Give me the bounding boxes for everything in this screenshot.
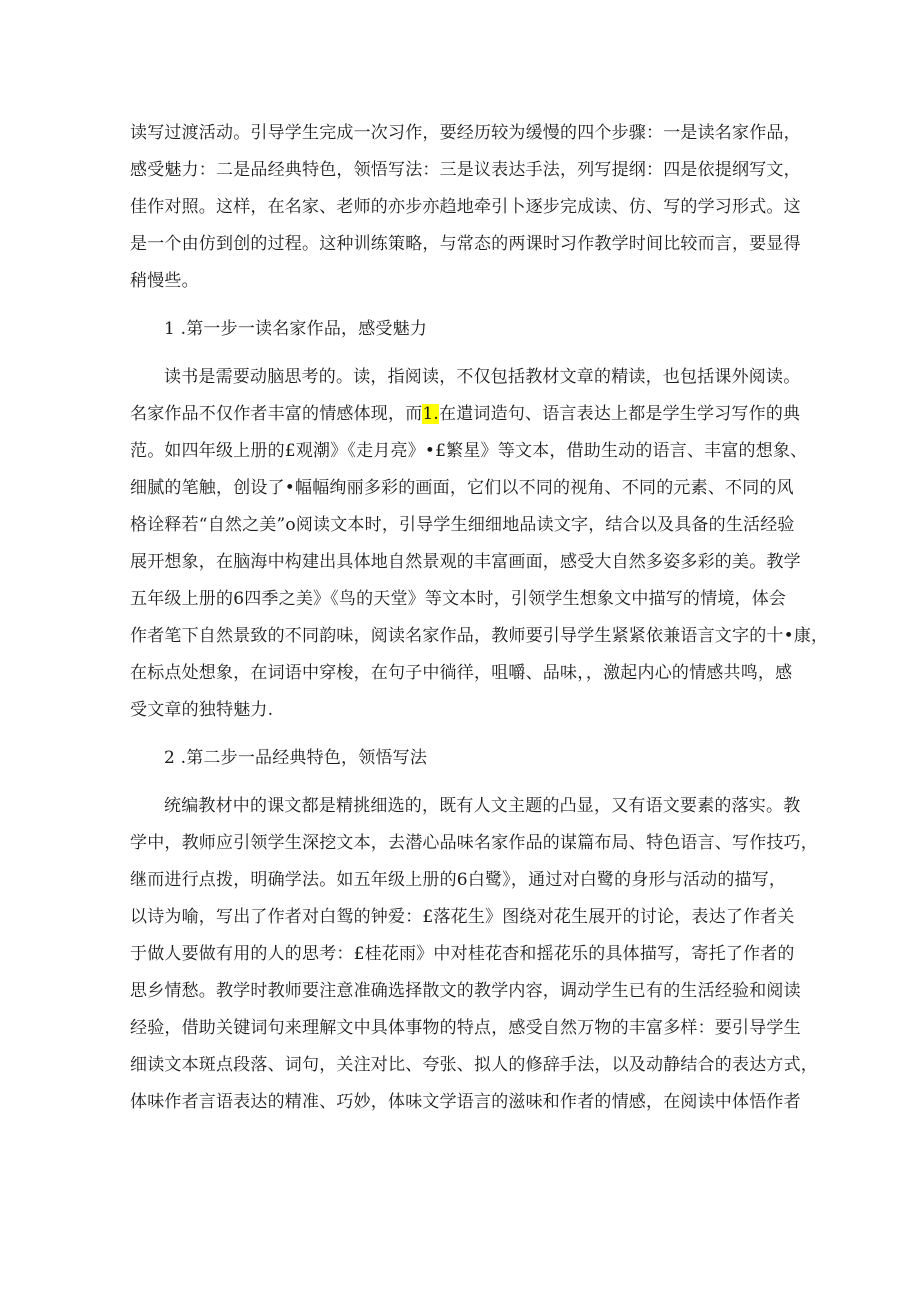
line-text-before-highlight: 名家作品不仅作者丰富的情感体现，而 (130, 404, 423, 424)
paragraph-line (130, 403, 800, 425)
paragraph-line: 佳作对照。这样，在名家、老师的亦步亦趋地牵引卜逐步完成读、仿、写的学习形式。这 (130, 197, 801, 217)
paragraph-line: 是一个由仿到创的过程。这种训练策略，与常态的两课时习作教学时间比较而言，要显得 (130, 234, 801, 254)
paragraph-line: 展开想象，在脑海中构建出具体地自然景观的丰富画面，感受大自然多姿多彩的美。教学 (130, 552, 801, 572)
paragraph-line: 于做人要做有用的人的思考：£桂花雨》中对桂花杳和摇花乐的具体描写，寄托了作者的 (130, 944, 795, 964)
paragraph-line: 经验，借助关键词句来理解文中具体事物的特点，感受自然万物的丰富多样：要引导学生 (130, 1018, 801, 1038)
paragraph-line: 体味作者言语表达的精准、巧妙，体味文学语言的滋味和作者的情感，在阅读中体悟作者 (130, 1092, 801, 1112)
line-text-after-highlight: 在遣词造句、语言表达上都是学生学习写作的典 (439, 404, 801, 424)
paragraph-line: 学中，教师应引领学生深挖文本，去潜心品味名家作品的谋篇布局、特色语言、写作技巧， (130, 833, 818, 853)
paragraph-line: 统编教材中的课文都是精挑细选的，既有人文主题的凸显，又有语文要素的落实。教 (164, 796, 801, 816)
paragraph-line: 继而进行点拨，明确学法。如五年级上册的6白鹭》，通过对白鹭的身形与活动的描写， (130, 870, 787, 890)
section-heading-1: 1 .第一步一读名家作品，感受魅力 (164, 319, 428, 339)
highlighted-text: 1. (422, 404, 440, 424)
paragraph-line: 稍慢些。 (130, 271, 199, 291)
paragraph-line: 范。如四年级上册的£观潮》《走月亮》•£繁星》等文本，借助生动的语言、丰富的想象、 (130, 441, 808, 461)
paragraph-line: 细腻的笔触，创设了•幅幅绚丽多彩的画面，它们以不同的视角、不同的元素、不同的风 (130, 478, 794, 498)
section-heading-2: 2 .第二步一品经典特色，领悟写法 (164, 748, 428, 768)
paragraph-line: 在标点处想象，在词语中穿梭，在句子中徜徉，咀嚼、品味，，激起内心的情感共鸣，感 (130, 663, 793, 683)
paragraph-line: 以诗为喻，写出了作者对白鸳的钟爱：£落花生》图绕对花生展开的讨论，表达了作者关 (130, 907, 795, 927)
paragraph-line: 作者笔下自然景致的不同韵味，阅读名家作品，教师要引导学生紧紧依兼语言文字的十•康， (130, 626, 829, 646)
paragraph-line: 读书是需要动脑思考的。读，指阅读，不仅包括教材文章的精读，也包括课外阅读。 (164, 367, 801, 387)
paragraph-line: 读写过渡活动。引导学生完成一次习作，要经历较为缓慢的四个步骤：一是读名家作品， (130, 123, 801, 143)
paragraph-line: 五年级上册的6四季之美》《鸟的天堂》等文本时，引领学生想象文中描写的情境，体会 (130, 589, 787, 609)
paragraph-line: 细读文本斑点段落、词句，关注对比、夸张、拟人的修辞手法，以及动静结合的表达方式， (130, 1055, 818, 1075)
paragraph-line: 受文章的独特魅力. (130, 700, 274, 720)
paragraph-line: 思乡情愁。教学时教师要注意准确选择散文的教学内容，调动学生已有的生活经验和阅读 (130, 981, 801, 1001)
paragraph-line: 格诠释若“自然之美”o阅读文本时，引导学生细细地品读文字，结合以及具备的生活经验 (130, 515, 795, 535)
paragraph-line: 感受魅力：二是品经典特色，领悟写法：三是议表达手法，列写提纲：四是依提纲写文， (130, 160, 801, 180)
